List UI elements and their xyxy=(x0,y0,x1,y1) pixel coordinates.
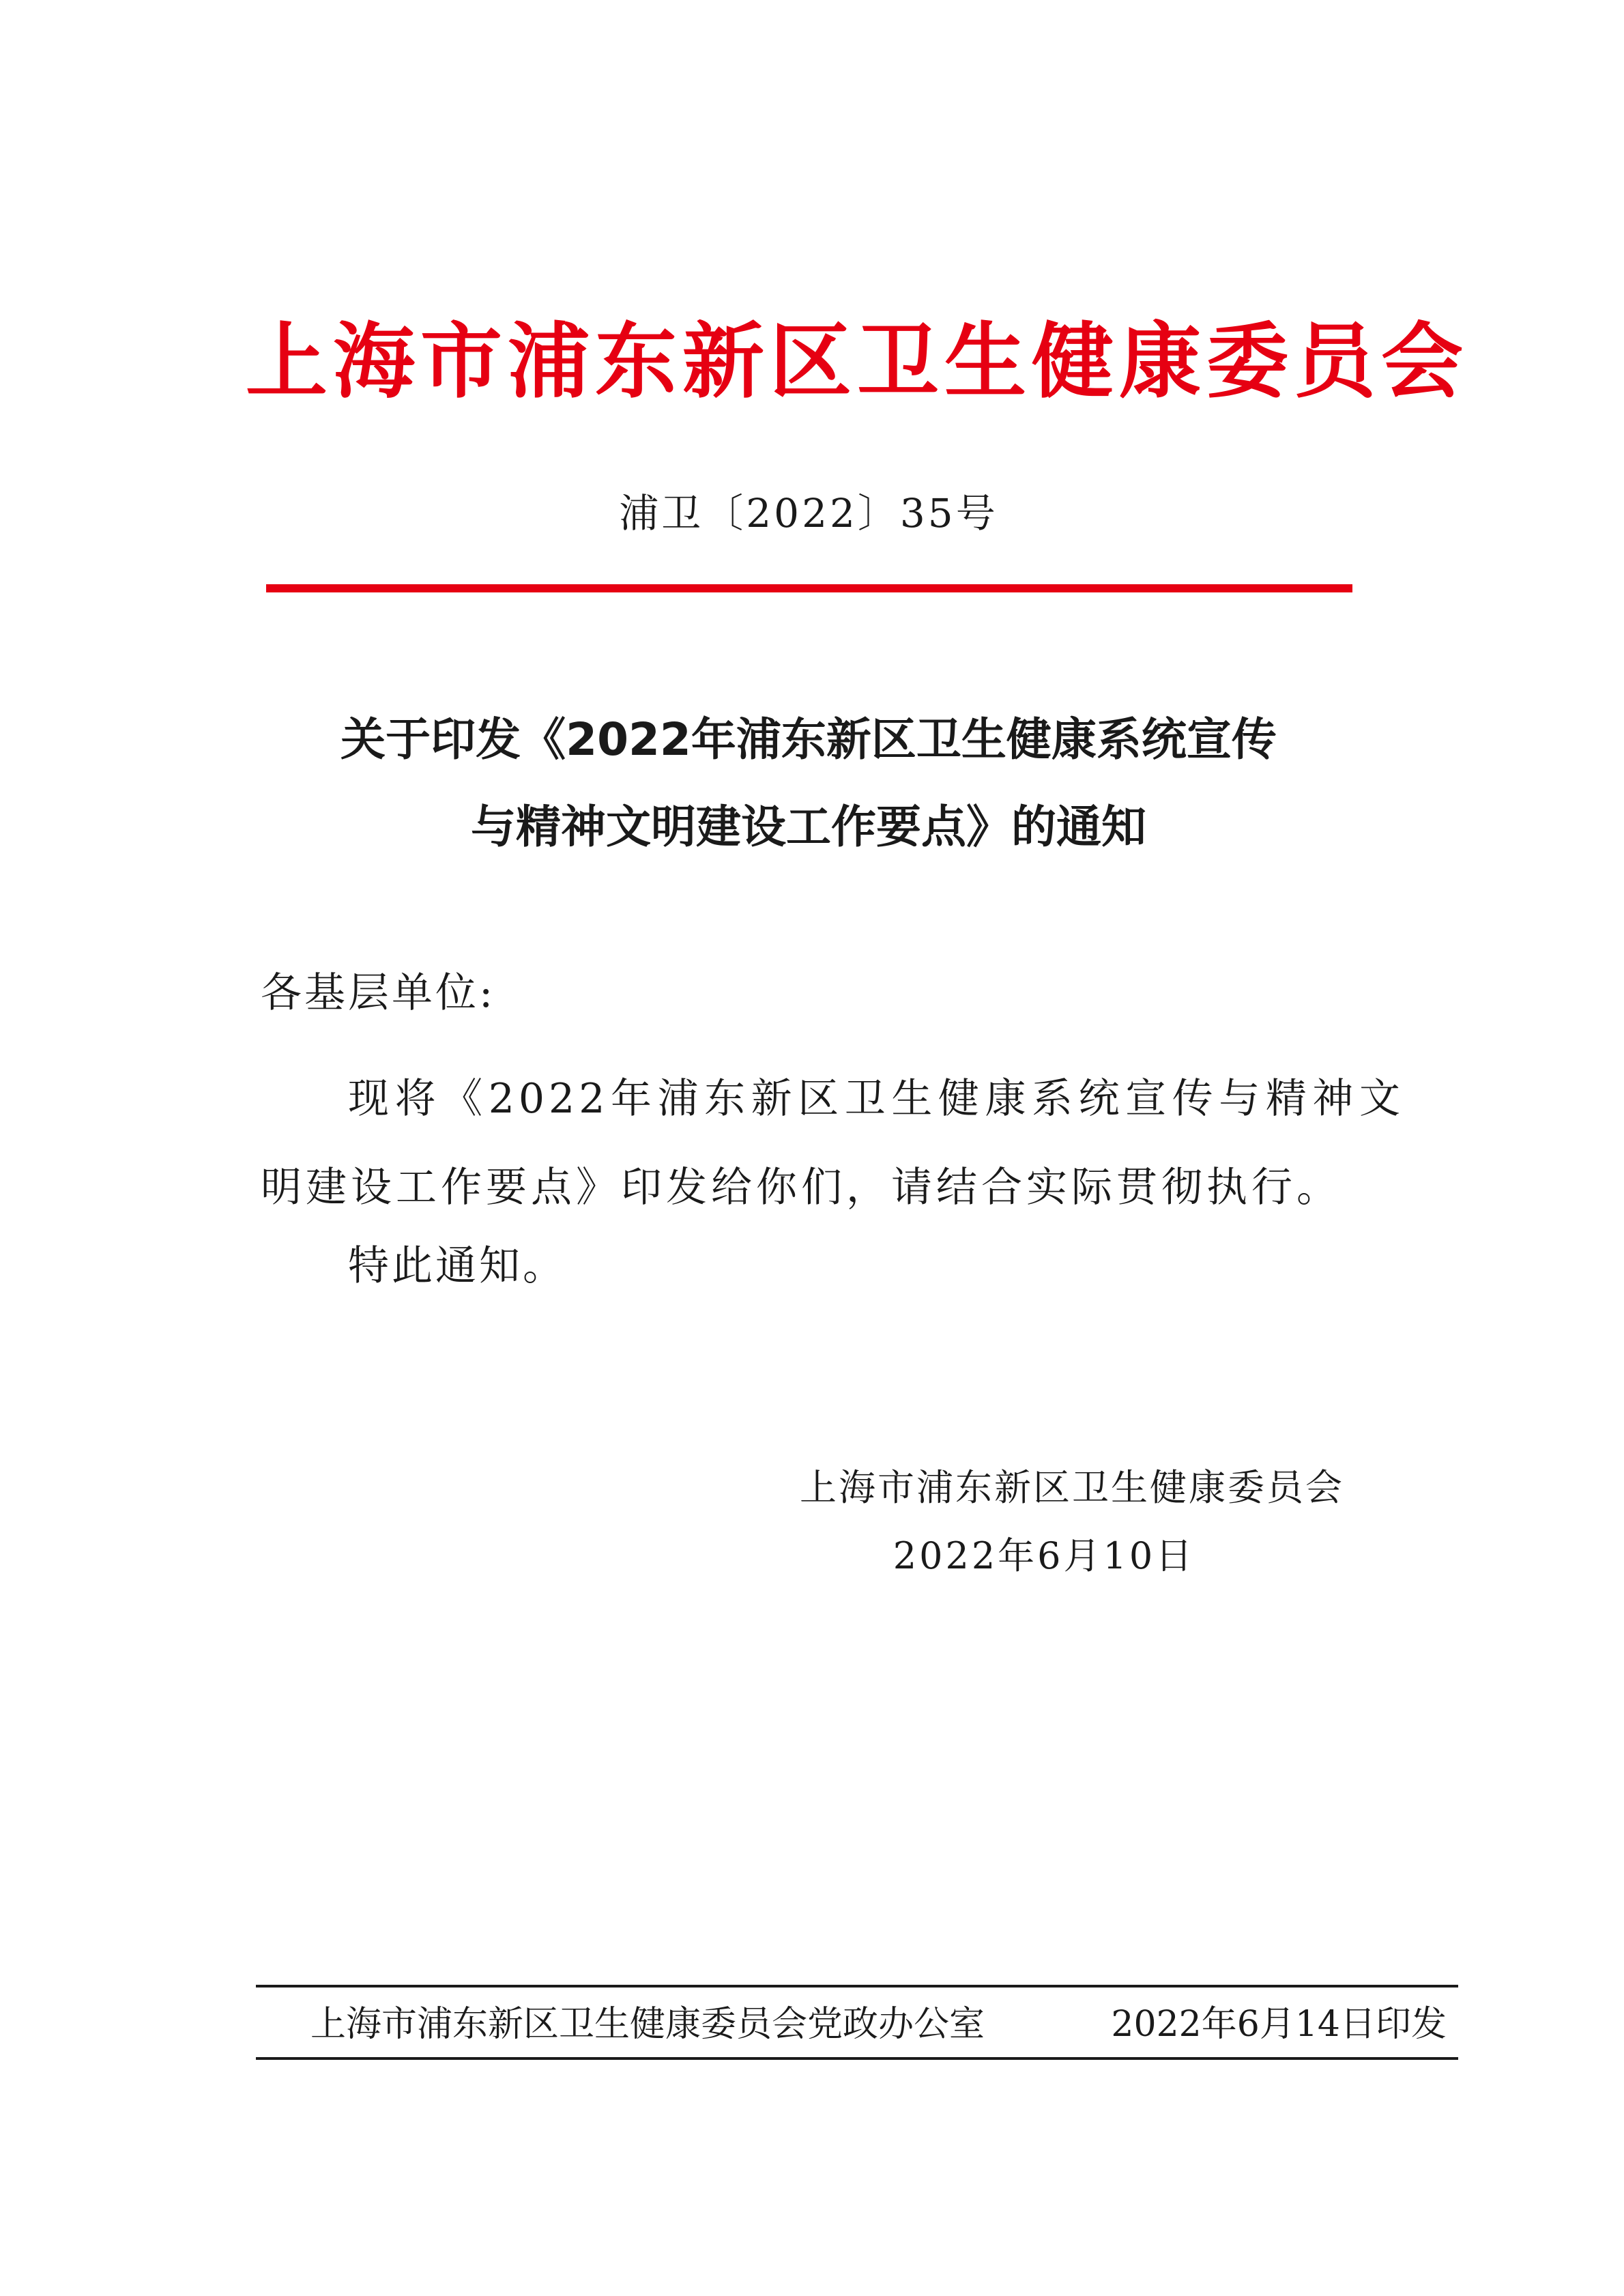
closing-line: 特此通知。 xyxy=(348,1242,566,1290)
footer-top-rule xyxy=(256,1985,1458,1988)
footer-issuer: 上海市浦东新区卫生健康委员会党政办公室 xyxy=(310,2004,985,2045)
document-number: 浦卫〔2022〕35号 xyxy=(619,490,998,536)
signature-date: 2022年6月10日 xyxy=(893,1534,1195,1577)
notice-title xyxy=(246,696,1372,871)
body-paragraph: 现将《2022年浦东新区卫生健康系统宣传与精神文明建设工作要点》印发给你们，请结合实际贯彻执行。 xyxy=(261,1075,1404,1211)
footer-issue-date: 2022年6月14日印发 xyxy=(1111,2004,1447,2045)
salutation: 各基层单位: xyxy=(261,969,496,1017)
signature-organization: 上海市浦东新区卫生健康委员会 xyxy=(800,1466,1344,1509)
notice-title-line-1: 关于印发《2022年浦东新区卫生健康系统宣传 xyxy=(340,713,1277,766)
issuing-authority-title: 上海市浦东新区卫生健康委员会 xyxy=(246,313,1468,410)
footer-bottom-rule xyxy=(256,2057,1458,2060)
notice-title-line-2: 与精神文明建设工作要点》的通知 xyxy=(471,801,1146,853)
red-header-divider xyxy=(266,584,1352,592)
